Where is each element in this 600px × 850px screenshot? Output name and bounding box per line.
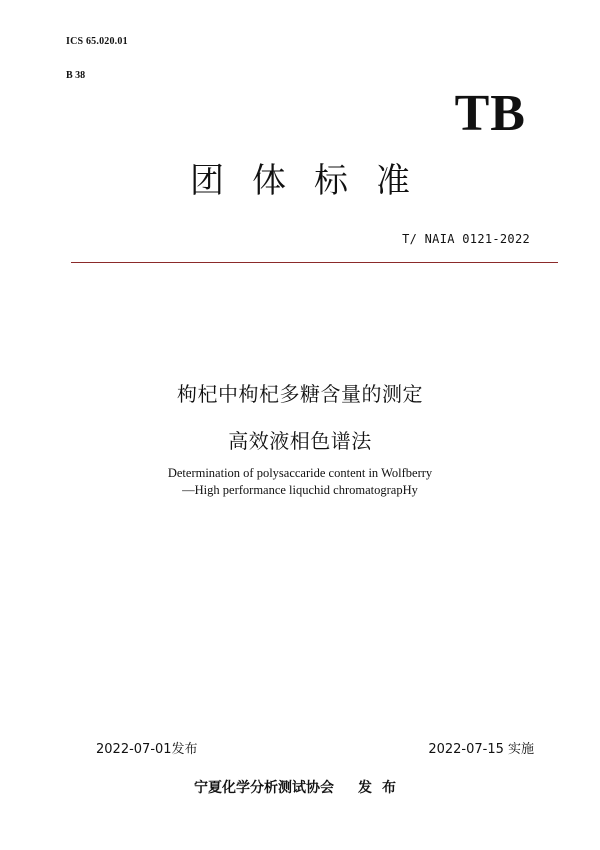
standard-type: 团体标准 — [190, 161, 438, 201]
standard-mark: TB — [454, 85, 526, 142]
title-zh-line1: 枸杞中枸杞多糖含量的测定 — [177, 382, 423, 406]
publish-verb: 发布 — [358, 780, 406, 796]
header-divider — [71, 262, 558, 263]
publisher-line — [0, 777, 600, 797]
title-zh-line2: 高效液相色谱法 — [228, 429, 372, 453]
publisher-name: 宁夏化学分析测试协会 — [194, 780, 334, 796]
standard-number: T/ NAIA 0121-2022 — [402, 232, 530, 246]
implementation-date: 2022-07-15 实施 — [428, 742, 534, 757]
ccs-code: B 38 — [66, 70, 86, 81]
ics-code: ICS 65.020.01 — [66, 36, 128, 47]
title-en-line1: Determination of polysaccaride content in Wolfberry — [167, 466, 433, 480]
issue-date: 2022-07-01发布 — [96, 742, 198, 757]
title-en-line2: —High performance liquchid chromatograpHy — [182, 483, 418, 497]
